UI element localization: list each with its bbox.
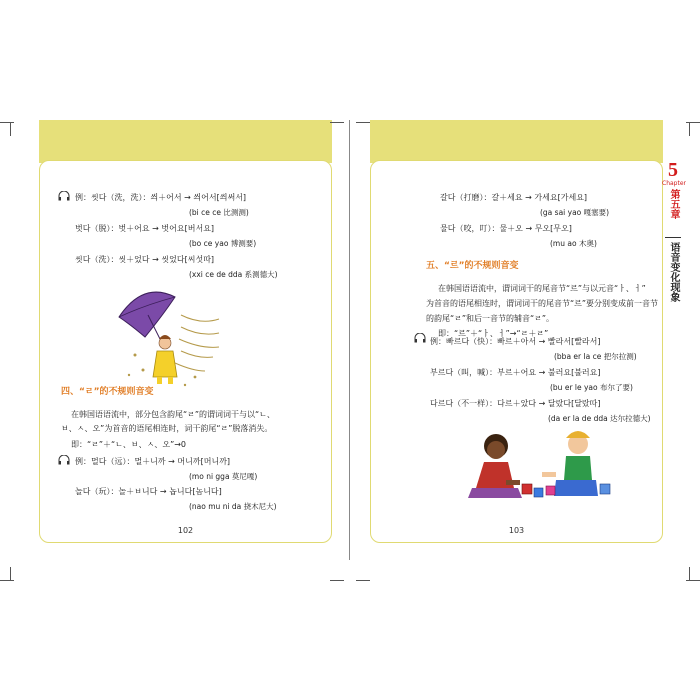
- romanization: (mo ni gga 莫尼嘎): [189, 472, 258, 481]
- romanization: (bba er la ce 把尔拉测): [554, 352, 637, 361]
- crop-mark: [10, 567, 11, 581]
- header-band: [370, 120, 663, 163]
- paragraph-line: 的韵尾“ㄹ”和后一音节的辅音“ㄹ”。: [426, 314, 555, 323]
- chapter-tab: [662, 160, 684, 400]
- headphone-icon: [58, 455, 70, 465]
- paragraph-line: ㅂ、ㅅ、오”为首音的语尾相连时，词干韵尾“ㄹ”脱落消失。: [61, 424, 273, 433]
- romanization: (mu ao 木奥): [550, 239, 597, 248]
- paragraph-line: 在韩国语语流中，部分包含韵尾“ㄹ”的谓词词干与以“ㄴ、: [71, 410, 275, 419]
- header-band: [39, 120, 332, 163]
- chapter-label-cn: 第五章: [668, 189, 679, 219]
- example-line: 例：빠르다（快）：빠르＋아서 → 빨라서[빨라서]: [430, 337, 601, 346]
- romanization: (bu er le yao 布尔了要): [550, 383, 633, 392]
- crop-mark: [689, 567, 690, 581]
- page-number: 103: [508, 526, 525, 535]
- romanization: (ga sai yao 嘎塞要): [540, 208, 610, 217]
- crop-mark: [356, 580, 370, 581]
- romanization: (nao mu ni da 挠木尼大): [189, 502, 277, 511]
- chapter-topic: 语音变化现象: [668, 242, 679, 302]
- example-line: 例：씻다（洗，洗）：씌＋어서 → 씌어서[씌써서]: [75, 193, 247, 202]
- example-line: 갈다（打磨）：갈＋세요 → 가세요[가세요]: [440, 193, 588, 202]
- paragraph-line: 在韩国语语流中，谓词词干的尾音节“르”与以元音“ㅏ、ㅓ”: [438, 284, 646, 293]
- crop-mark: [356, 122, 370, 123]
- example-line: 다르다（不一样）：다르＋았다 → 달랐다[달랐따]: [430, 399, 601, 408]
- romanization: (bi ce ce 比测测): [189, 208, 249, 217]
- paragraph-line: 为首音的语尾相连时，谓词词干的尾音节“르”要分别变成前一音节: [426, 299, 659, 308]
- crop-mark: [330, 580, 344, 581]
- headphone-icon: [58, 191, 70, 201]
- crop-mark: [0, 580, 14, 581]
- example-line: 물다（咬，叮）：물＋오 → 무오[무오]: [440, 224, 572, 233]
- section-title: 四、“ㄹ”的不规则音变: [61, 387, 154, 397]
- romanization: (bo ce yao 博测要): [189, 239, 257, 248]
- romanization: (xxi ce de dda 系测德大): [189, 270, 278, 279]
- paragraph-line: 即：“ㄹ”＋“ㄴ、ㅂ、ㅅ、오”→0: [71, 440, 187, 449]
- page-number: 102: [177, 526, 194, 535]
- crop-mark: [330, 122, 344, 123]
- chapter-label-en: Chapter: [662, 180, 686, 187]
- right-page: [370, 120, 663, 543]
- paragraph-line: 即：“르”＋“ㅏ、ㅓ”→“ㄹ＋ㄹ”: [438, 329, 549, 338]
- section-title: 五、“르”的不规则音变: [426, 261, 519, 271]
- example-line: 놀다（玩）：놀＋ㅂ니다 → 놉니다[놈니다]: [75, 487, 222, 496]
- crop-mark: [0, 122, 14, 123]
- crop-mark: [10, 122, 11, 136]
- example-line: 씻다（洗）：씻＋었다 → 씻었다[씨섯따]: [75, 255, 215, 264]
- left-page: [39, 120, 332, 543]
- example-line: 벗다（脱）：벗＋어요 → 벗어요[버서요]: [75, 224, 215, 233]
- book-spine: [349, 120, 350, 560]
- headphone-icon: [414, 333, 426, 343]
- umbrella-girl-illustration: [115, 285, 225, 390]
- chapter-number: 5: [668, 159, 678, 181]
- example-line: 부르다（叫，喊）：부르＋어요 → 불러요[불러요]: [430, 368, 601, 377]
- tab-divider: [665, 237, 681, 238]
- crop-mark: [689, 122, 690, 136]
- example-line: 例：멀다（远）：멀＋니까 → 머니까[머니까]: [75, 457, 231, 466]
- romanization: (da er la de dda 达尔拉德大): [548, 414, 651, 423]
- children-playing-illustration: [466, 426, 616, 506]
